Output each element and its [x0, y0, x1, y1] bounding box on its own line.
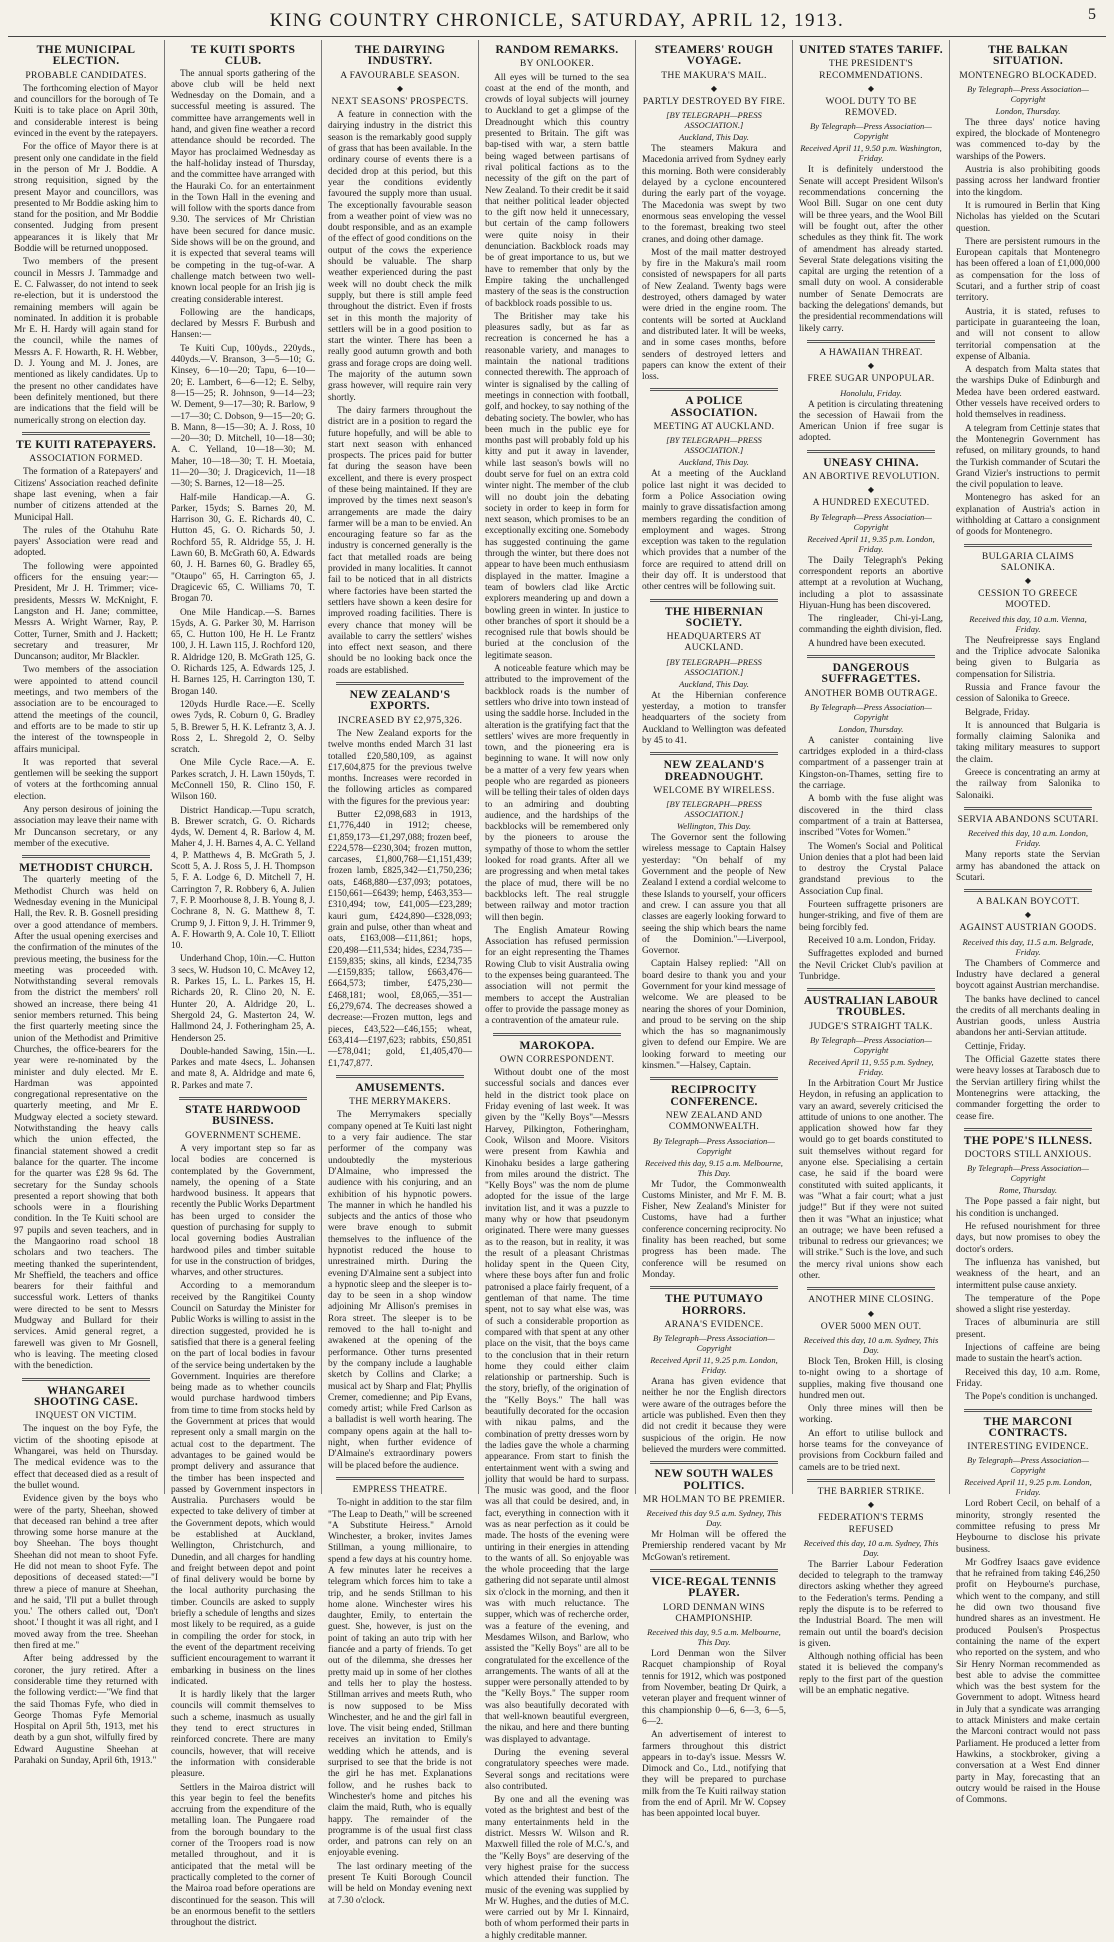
article-paragraph: One Mile Handicap.—S. Barnes 15yds, A. G. Parker 30, M. Harrison 65, C. Hutton 100, He H. Le Frantz 100, J. H. Lawn 115, J. Rochford 120, R. Aldridge 120, B. McGrath 125, G. O. Richards 125, A. Edwards 125, J. H. Barnes 125, H. Carrington 130, T. Brogan 140.: [171, 607, 315, 697]
ornament-divider: ◆: [867, 1308, 875, 1318]
wire-credit: By Telegraph—Press Association—Copyright: [653, 1333, 775, 1354]
article-subheading: ANOTHER MINE CLOSING.: [808, 1294, 934, 1306]
article-divider: [650, 1286, 778, 1289]
article: [799, 1486, 943, 1697]
article-divider: [650, 388, 778, 391]
article-paragraph: A feature in connection with the dairying industry in the district this season is the remarkably good supply of grass that has been available. In the ordinary course of events there is a decided drop at this period, but this year the conditions evidently favoured the supply more than usual. The exceptionally favourable season from a weather point of view was no doubt responsible, and as an example of the effect of good conditions on the output of the cows the experience should be valuable. The sharp weather experienced during the past week will no doubt check the milk supply, but there is still ample feed throughout the district. Even if frosts set in this month the majority of settlers will be in a good position to start the winter. There has been a really good autumn growth and both grass and forage crops are doing well. The majority of the autumn sown grass however, will require rain very shortly.: [328, 110, 472, 403]
article: [14, 439, 158, 850]
article-paragraph: Arana has given evidence that neither he nor the English directors were aware of the outrages before the article was published. Even then they did not credit it because they were suspicious of the origin. He now believed the murders were committed.: [642, 1377, 786, 1455]
article: [799, 995, 943, 1282]
wire-credit: By Telegraph—Press Association—Copyright: [810, 511, 932, 532]
article-paragraph: Received this day, 10 a.m. Rome, Friday.: [956, 1367, 1100, 1389]
article-paragraph: Any person desirous of joining the association may leave their name with Mr Duncanson secretary, or any member of the executive.: [14, 805, 158, 849]
article-paragraph: It is definitely understood the Senate will accept President Wilson's recommendations concerning the Wool Bill. Sugar on one cent duty will be three years, and the Wool Bill will be fought out, after the other schedules as they think fit. The work of amendment has already started. Several State delegations visiting the capital are urging the retention of a small duty on wool. A considerable number of Senate Democrats are backing the delegations' demands, but the presidential recommendations will likely carry.: [799, 165, 943, 334]
wire-credit: [BY TELEGRAPH—PRESS ASSOCIATION.]: [666, 435, 762, 456]
article-paragraph: To-night in addition to the star film "The Leap to Death," will be screened "A Substitute Heiress." Arnold Winchester, a broker, invites James Stillman, a young millionaire, to spend a few days at his country home. A few minutes later he receives a telegram which forces him to take a trip, and he sends Stillman to his home alone. Winchester wires his daughter, Emily, to entertain the guest. She, however, is just on the point of taking an auto trip with her fiancée and a party of friends. To get out of the dilemma, she dresses her pretty maid up in some of her clothes and tells her to play the hostess. Stillman arrives and meets Ruth, who is now supposed to be Miss Winchester, and he and the girl fall in love. The visit being ended, Stillman receives an invitation to Emily's wedding which he attends, and is surprised to see that the bride is not the girl he has met. Explanations follow, and he rushes back to Winchester's home and pitches his claim the maid, Ruth, who is equally happy. The remainder of the programme is of the usual first class order, and patrons can rely on an enjoyable evening.: [328, 1498, 472, 1859]
article: [642, 606, 786, 748]
article-divider: [22, 432, 150, 435]
column-6: [793, 40, 950, 1697]
article-paragraph: Traces of albuminuria are still present.: [956, 1318, 1100, 1340]
article-paragraph: For the office of Mayor there is at present only one candidate in the field in the person of Mr J. Boddie. A strong requisition, signed by the present Mayor and councillors, was presented to Mr Boddie asking him to stand for the position, and Mr Boddie consented. Judging from present appearances it is likely that Mr Boddie will be returned unopposed.: [14, 142, 158, 255]
article-headline: AMUSEMENTS.: [355, 1080, 445, 1094]
page-number: 5: [1088, 6, 1096, 23]
article: [956, 551, 1100, 802]
article-paragraph: The banks have declined to cancel the credits of all merchants dealing in Austrian goods, unless Austria abandons her anti-Servian attitude.: [956, 994, 1100, 1039]
article-subheading: INTERESTING EVIDENCE.: [967, 1441, 1089, 1453]
article-divider: [964, 889, 1092, 892]
article-paragraph: The quarterly meeting of the Methodist Church was held on Wednesday evening in the Municipal Hall, the Rev. R. B. Gosnell presiding over a good attendance of members. After the usual opening exercises and the confirmation of the minutes of the previous meeting, the business for the meeting was proceeded with. Notwithstanding several removals from the district the members' roll showed an increase, there being 41 senior members returned. This being the first quarterly meeting since the union of the Methodist and Primitive Churches, the office-bearers for the year were re-nominated by the minister and duly elected. Mr E. Hardman was appointed congregational representative on the quarterly meeting, and Mr E. Mudgway elected a society steward. Notwithstanding the heavy calls which the union effected, the financial statement showed a credit balance for the quarter. The income for the quarter was £28 9s 6d. The secretary for the Sunday schools presented a report showing that both schools were in a flourishing condition. In the Te Kuiti school are 97 pupils and seven teachers, and in the Mangaorino road school 18 scholars and two teachers. The meeting thanked the superintendent, Mr Sheffield, the teachers and office bearers for their faithful and successful work. Letters of thanks were directed to be sent to Messrs Mudgway and Bullard for their services. Amid general regret, a farewell was given to Mr Gosnell, who is leaving. The meeting closed with the benediction.: [14, 875, 158, 1372]
article-divider: [807, 988, 935, 991]
article-headline: STATE HARDWOOD BUSINESS.: [185, 1103, 301, 1128]
article-divider: [493, 1033, 621, 1036]
ornament-divider: ◆: [867, 83, 875, 93]
article: [328, 689, 472, 1070]
article-subheading: A HUNDRED EXECUTED.: [812, 497, 930, 509]
article-paragraph: Captain Halsey replied: "All on board desire to thank you and your Government for your kind message of welcome. We are pleased to be nearing the shores of your Dominion, and proud to be serving on the ship which the has so magnanimously given to defend our Empire. We are looking forward to meeting our kinsmen."—Halsey, Captain.: [642, 959, 786, 1072]
ornament-divider: ◆: [867, 485, 875, 495]
article-paragraph: It is announced that Bulgaria is formally claiming Salonika and taking military measures to support the claim.: [956, 720, 1100, 765]
article-paragraph: One Mile Cycle Race.—A. E. Parkes scratch, J. H. Lawn 150yds, T. McConnell 150, R. Clino 150, F. Wilson 160.: [171, 758, 315, 803]
article-paragraph: 120yds Hurdle Race.—E. Scelly owes 7yds, R. Coburn 0, G. Bradley 5, B. Brewer 5, H. K. Lefrantz 3, A. J. Ross 2, L. Shregold 2, O. Selby scratch.: [171, 699, 315, 756]
article-paragraph: Two members of the present council in Messrs J. Tammadge and E. C. Falwasser, do not intend to seek re-election, but it is understood the remaining members will again be nominated. In addition it is probable Mr E. H. Hardy will again stand for the council, while the names of Messrs A. F. Howarth, R. H. Webber, D. J. Young and M. J. Jones, are mentioned as likely candidates. Up to the present no other candidates have been definitely mentioned, but there are indications that the field will be numerically strong on election day.: [14, 257, 158, 426]
article-subheading: THE PRESIDENT'S RECOMMENDATIONS.: [819, 58, 923, 81]
column-7: [950, 40, 1106, 1806]
article-headline: RANDOM REMARKS.: [495, 43, 619, 56]
article-paragraph: There are persistent rumours in the European capitals that Montenegro has been offered a loan of £1,000,000 as compensation for the loss of Scutari, and a further strip of coast territory.: [956, 236, 1100, 304]
article-headline: NEW SOUTH WALES POLITICS.: [654, 1467, 774, 1492]
article: [328, 44, 472, 677]
article: [956, 1416, 1100, 1807]
article-subheading: WOOL DUTY TO BE REMOVED.: [825, 95, 917, 119]
article-headline: THE MUNICIPAL ELECTION.: [36, 43, 136, 68]
article: [485, 44, 629, 1028]
dateline: Received this day, 11.5 a.m. Belgrade, Friday.: [962, 936, 1094, 957]
article: [642, 1293, 786, 1456]
article: [328, 1484, 472, 1907]
article-subheading: A HAWAIIAN THREAT.: [819, 346, 923, 358]
article-headline: UNITED STATES TARIFF.: [799, 43, 943, 56]
article-paragraph: Two members of the association were appointed to attend council meetings, and two members of the association are to be encouraged to attend the meetings of the council, and efforts are to be made to stir up the interest of the townspeople in affairs municipal.: [14, 665, 158, 755]
article-paragraph: The inquest on the boy Fyfe, the victim of the shooting episode at Whangarei, was held on Thursday. The medical evidence was to the effect that deceased died as a result of the bullet wound.: [14, 1424, 158, 1491]
article-subheading: NEXT SEASONS' PROSPECTS.: [331, 95, 469, 107]
article-paragraph: The last ordinary meeting of the present Te Kuiti Borough Council will be held on Monday evening next at 7.30 o'clock.: [328, 1861, 472, 1906]
article-paragraph: After being addressed by the coroner, the jury retired. After a considerable time they returned with the following verdict:—"We find that the said Thomas Fyfe, who died in George Thomas Fyfe Memorial Hospital on April 5th, 1913, met his death by a gun shot, wilfully fired by Edward Augustine Sheehan at Parahaki on Sunday, April 6th, 1913.": [14, 1654, 158, 1767]
article-paragraph: Mr Tudor, the Commonwealth Customs Minister, and Mr F. M. B. Fisher, New Zealand's Minister for Customs, have had a further conference concerning reciprocity. No finality has been reached, but some progress has been made. The conference will be resumed on Monday.: [642, 1179, 786, 1280]
article-paragraph: Although nothing official has been stated it is believed the company's reply to the first part of the question will be an emphatic negative.: [799, 1652, 943, 1697]
dateline: Auckland, This Day.: [679, 457, 749, 468]
article-divider: [650, 752, 778, 755]
dateline: Received April 11, 9.25 p.m. London, Friday.: [964, 1477, 1092, 1498]
article-subheading: WELCOME BY WIRELESS.: [653, 784, 775, 796]
dateline: Received this day, 9.5 a.m. Melbourne, This Day.: [647, 1627, 781, 1648]
article-paragraph: The Governor sent the following wireless message to Captain Halsey yesterday: "On behalf of my Government and the people of New Zealand I extend a cordial welcome to these Islands to yourself, your officers and crew. I can assure you that all classes are eagerly looking forward to seeing the ship which bears the name of the Dominion."—Liverpool, Governor.: [642, 833, 786, 957]
article-headline: THE BALKAN SITUATION.: [988, 43, 1068, 68]
article-paragraph: The formation of a Ratepayers' and Citizens' Association reached definite shape last evening, when a fair number of citizens attended at the Municipal Hall.: [14, 467, 158, 523]
wire-credit: [BY TELEGRAPH—PRESS ASSOCIATION.]: [666, 656, 762, 677]
article: [171, 44, 315, 1092]
article-paragraph: The steamers Makura and Macedonia arrived from Sydney early this morning. Both were considerably delayed by a cyclone encountered during the early part of the voyage. The Macedonia was swept by two enormous seas enveloping the vessel to the foremast, breaking two steel cranes, and doing other damage.: [642, 144, 786, 245]
article-subheading: A FAVOURABLE SEASON.: [340, 69, 460, 81]
article-paragraph: The three days' notice having expired, the blockade of Montenegro was commenced to-day by the warships of the Powers.: [956, 117, 1100, 162]
dateline: Received April 11, 9.55 p.m. Sydney, Friday.: [808, 1057, 934, 1077]
article-divider: [22, 855, 150, 858]
article-subheading: AGAINST AUSTRIAN GOODS.: [959, 922, 1097, 934]
column-1: [8, 40, 165, 1767]
article-paragraph: The Women's Social and Political Union denies that a plot had been laid to destroy the Crystal Palace grandstand previous to the Association Cup final.: [799, 841, 943, 897]
article-divider: [336, 1075, 464, 1078]
article-subheading: CESSION TO GREECE MOOTED.: [978, 588, 1078, 611]
article-paragraph: Half-mile Handicap.—A. G. Parker, 15yds; S. Barnes 20, M. Harrison 30, G. E. Richards 40, C. Hutton 45, G. O. Richards 50, J. Rochford 55, R. Aldridge 55, J. H. Lawn 60, B. McGrath 60, A. Edwards 60, J. H. Barnes 60, G. Bradley 65, "Otaupo" 65, H. Carrington 65, J. Dragicevic 65, C. Williams 70, T. Brogan 70.: [171, 492, 315, 605]
article-paragraph: Evidence given by the boys who were of the party, Sheehan, showed that deceased ran behind a tree after throwing some horse manure at the boy Sheehan. The boys thought Sheehan did not mean to shoot Fyfe. He did not mean to shoot Fyfe. The depositions of deceased stated:—"I threw a piece of manure at Sheehan, and he said, 'I'll put a bullet through you.' The others called out, 'Don't shoot.' I thought it was all right, and I moved away from the tree. Sheehan then fired at me.": [14, 1494, 158, 1652]
article-paragraph: Only three mines will then be working.: [799, 1404, 943, 1426]
article-headline: NEW ZEALAND'S DREADNOUGHT.: [663, 758, 765, 783]
ornament-divider: ◆: [396, 83, 404, 93]
article-paragraph: Many reports state the Servian army has abandoned the attack on Scutari.: [956, 850, 1100, 883]
article-divider: [179, 1097, 307, 1100]
article: [799, 457, 943, 650]
article-paragraph: He refused nourishment for three days, but now promises to obey the doctor's orders.: [956, 1222, 1100, 1255]
article-subheading: MR HOLMAN TO BE PREMIER.: [642, 1493, 786, 1505]
article-paragraph: A noticeable feature which may be attributed to the improvement of the backblock roads is the number of settlers who drive into town instead of using the saddle horse. Included in the alteration is the gratifying fact that the settlers' wives are more frequently in town, and the pioneering era is beginning to wane. It will now only be a matter of a very few years when people who are regarded as pioneers will be telling their tales of olden days to an admiring and doubting audience, and the hardships of the backblocks will be remembered only by the pioneers to arouse the sympathy of those to whom the settler looked for road grants. After all we are progressing and when metal takes the place of mud, there will be no backblocks left. The real struggle between railway and motor traction will then begin.: [485, 664, 629, 923]
article-paragraph: The rules of the Otahuhu Rate payers' Association were read and adopted.: [14, 525, 158, 559]
article-subheading: A BALKAN BOYCOTT.: [976, 896, 1080, 908]
article-subheading: MONTENEGRO BLOCKADED.: [959, 69, 1097, 81]
article-paragraph: The influenza has vanished, but weakness of the heart, and an intermittent pulse cause anxiety.: [956, 1257, 1100, 1291]
article-paragraph: Without doubt one of the most successful socials and dances ever held in the district took place on Friday evening of last week. It was given by the "Kelly Boys"—Messrs Harvey, Pilkington, Fotheringham, Cook, Wilson and Moore. Visitors were present from Kawhia and Kinohaku besides a large gathering from miles around the district. The "Kelly Boys" was the nom de plume adopted for the issue of the large invitation list, and it was a puzzle to many why or how that pseudonym originated. There were many guesses as to the reason, but in reality, it was the result of a pleasant Christmas holiday spent in the Queen City, where these boys after fun and frolic patronised a place fairly frequent, of a gentleman of that name. The time spent, not to say what else was, was of such a considerable proportion as compared with that spent at any other place on the visit, that the boys came to the conclusion that in their return home they could either claim relationship or partnership. Such is the story, briefly, of the origination of the "Kelly Boys." The hall was beautifully decorated for the occasion with nikau palms, and the combination of pretty dresses worn by the ladies gave the whole a charming appearance. From start to finish the entertainment went with a swing and jollity that would be hard to surpass. The music was good, and the floor was all that could be desired, and, in fact, everything in connection with it was as near perfection as it could be made. The hosts of the evening were untiring in their energies in attending to the wants of all. So enjoyable was the whole proceeding that the large gathering did not separate until almost six o'clock in the morning, and then it was with much reluctance. The supper, which was of recherche order, was a feature of the evening, and Mesdames Wilson, and Barlow, who assisted the "Kelly Boys" are all to be congratulated for the excellence of the arrangements. The wants of all at the supper were personally attended to by the "Kelly Boys." The supper room was also beautifully decorated with that well-known beautiful evergreen, the nikau, and here and there bunting was displayed to advantage.: [485, 1068, 629, 1745]
article-paragraph: Settlers in the Mairoa district will this year begin to feel the benefits accruing from the expenditure of the metalling loan. The Pungaere road from the borough boundary to the corner of the Troopers road is now metalled throughout, and it is anticipated that the metal will be practically completed to the corner of the Mairoa road before operations are discontinued for the season. This will be an enormous benefit to the settlers throughout the district.: [171, 1782, 315, 1929]
article-paragraph: During the evening several congratulatory speeches were made. Several songs and recitations were also contributed.: [485, 1747, 629, 1792]
article-divider: [650, 1077, 778, 1080]
article-subheading: DOCTORS STILL ANXIOUS.: [964, 1149, 1092, 1161]
article-paragraph: A canister containing live cartridges exploded in a third-class compartment of a passenger train at Kingston-on-Thames, setting fire to the carriage.: [799, 735, 943, 792]
article-paragraph: In the Arbitration Court Mr Justice Heydon, in refusing an application to vary an award, severely criticised the attitude of unions to one another. The application showed how far they would go to get boards constituted to suit themselves without regard for anyone else. Specialising a certain case, he said if the board were constituted with suited applicants, it was "What a fair court; what a just judge!" But if they were not suited then it was "What an injustice; what an outrage; we have been refused a tribunal to redress our grievances; we will strike." Such is the love, and such the mercy rival unions show each other.: [799, 1079, 943, 1282]
dateline: London, Thursday.: [995, 105, 1061, 116]
article: [328, 1082, 472, 1472]
article-paragraph: District Handicap.—Tupu scratch, B. Brewer scratch, G. O. Richards 4yds, W. Dement 4, R. Barlow 4, M. Maher 4, J. H. Barnes 4, A. C. Yelland 4, P. Matthews 4, B. McGrath 5, J. Scott 5, A. J. Ross 5, J. H. Thompson 5, F. A. Lodge 6, D. Mitchell 7, H. Carrington 7, R. Robbery 6, A. Julien 7, F. P. Moorhouse 8, J. B. Young 8, J. Cochrane 8, N. G. Matthew 8, T. Crump 9, J. Fitton 9, J. H. Trimmer 9, A. F. Howarth 9, A. Cole 10, T. Elliott 10.: [171, 805, 316, 952]
article-paragraph: A petition is circulating threatening the secession of Hawaii from the American Union if free sugar is adopted.: [799, 399, 943, 444]
article-paragraph: Butter £2,098,683 in 1913, £1,776,440 in 1912; cheese, £1,859,173—£1,297,088; frozen beef, £224,578—£230,304; frozen mutton, carcases, £1,800,768—£1,151,439; frozen lamb, £825,342—£1,750,236; oats, £468,880—£37,093; potatoes, £150,661—£6439; hemp, £463,353—£310,494; tow, £41,005—£23,289; kauri gum, £424,890—£328,093; grain and pulse, other than wheat and oats, £163,008—£11,861; hops, £20,498—£11,534; hides, £234,735—£159,835; skins, all kinds, £234,735—£159,835; tallow, £663,476—£664,573; timber, £475,230—£468,181; wool, £8,065,—351—£6,279,674. The decreases showed a decrease:—Frozen mutton, legs and pieces, £43,522—£46,155; wheat, £63,414—£197,623; rabbits, £50,851—£78,041; gold, £1,405,470—£1,747,877.: [328, 810, 472, 1069]
article-subheading: BULGARIA CLAIMS SALONIKA.: [981, 550, 1075, 573]
article: [642, 1576, 786, 1821]
article-divider: [964, 544, 1092, 547]
newspaper-title: KING COUNTRY CHRONICLE, SATURDAY, APRIL 12, 1913.: [269, 10, 845, 31]
article-paragraph: Austria, it is stated, refuses to participate in guaranteeing the loan, and will not consent to allow territorial compensation at the expense of Albania.: [956, 306, 1100, 362]
article-paragraph: Double-handed Sawing, 15in.—L. Parkes and mate 4secs, L. Johansen and mate 8, A. Aldridge and mate 6, R. Parkes and mate 7.: [171, 1046, 315, 1091]
column-5: [636, 40, 793, 1820]
article-subheading: BY ONLOOKER.: [519, 58, 595, 70]
article-subheading: HEADQUARTERS AT AUCKLAND.: [666, 631, 762, 654]
article-headline: DANGEROUS SUFFRAGETTES.: [821, 660, 921, 686]
article-paragraph: The following were appointed officers for the ensuing year:—President, Mr J. H. Trimmer; vice-presidents, Messrs W. McKnight, F. Langston and H. Jane; committee, Messrs A. Wright Warner, Ray, P. Cotter, Turner, Smith and J. Hackett; secretary and treasurer, Mr Duncanson; auditor, Mr Blackler.: [14, 561, 158, 663]
article-paragraph: It was reported that several gentlemen will be seeking the support of voters at the forthcoming annual election.: [14, 757, 158, 802]
article-headline: WHANGAREI SHOOTING CASE.: [33, 1383, 139, 1408]
dateline: Received this day 9.5 a.m. Sydney, This Day.: [646, 1508, 782, 1529]
article-headline: METHODIST CHURCH.: [19, 861, 153, 875]
article-subheading: ANOTHER BOMB OUTRAGE.: [804, 687, 938, 699]
article-headline: VICE-REGAL TENNIS PLAYER.: [651, 1574, 777, 1600]
article: [14, 862, 158, 1372]
wire-credit: By Telegraph—Press Association—Copyright: [810, 1035, 932, 1055]
ornament-divider: ◆: [1024, 910, 1032, 920]
dateline: Received this day, 10 a.m. Sydney, This Day.: [803, 1334, 939, 1355]
article-paragraph: A very important step so far as local bodies are concerned is contemplated by the Government, namely, the opening of a State hardwood business. It appears that recently the Public Works Department has been urged to consider the question of purchasing for supply to local governing bodies Australian hardwood piles and timber suitable for use in the construction of bridges, wharves, and other structures.: [171, 1143, 315, 1279]
article-headline: UNEASY CHINA.: [823, 455, 919, 469]
dateline: Rome, Thursday.: [998, 1185, 1057, 1196]
article-headline: AUSTRALIAN LABOUR TROUBLES.: [803, 994, 939, 1019]
article-paragraph: Russia and France favour the cession of Salonika to Greece.: [956, 682, 1100, 705]
article-divider: [964, 1128, 1092, 1131]
article-paragraph: By one and all the evening was voted as the brightest and best of the many entertainments held in the district. Messrs W. Wilson and R. Maxwell filled the role of M.C.'s, and the "Kelly Boys" are deserving of the very highest praise for the success which attended their function. The music of the evening was supplied by Mr W. Hughes, and the duties of M.C. were carried out by Mr I. Kinnaird, both of whom performed their parts in a highly creditable manner.: [485, 1795, 629, 1941]
article: [171, 1104, 315, 1929]
article: [956, 896, 1100, 1123]
article-paragraph: All eyes will be turned to the sea coast at the end of the month, and crowds of loyal subjects will journey to Auckland to get a glimpse of the Dreadnought which this country presented to Britain. The gift was bap-tised with war, a stern battle being waged between partisans of rival political factions as to the necessity of the gift on the part of New Zealand. To their credit be it said that neither political leader objected to the gift now held it unnecessary, but certain of the camp followers were quite noisy in their denunciation. Backblock roads may be of great importance to us, but we have to remember that only by the Empire taking the unchallenged mastery of the seas is the construction of backblock roads possible to us.: [485, 72, 629, 309]
dateline: Received April 11, 9.25 p.m. London, Friday.: [650, 1355, 778, 1376]
article-paragraph: Greece is concentrating an army at the railway from Salonika to Salonaiki.: [956, 768, 1100, 801]
article-divider: [964, 1409, 1092, 1412]
article: [14, 44, 158, 427]
article: [956, 814, 1100, 884]
article-divider: [336, 682, 464, 685]
ornament-divider: ◆: [1024, 576, 1032, 586]
article-paragraph: Fourteen suffragette prisoners are hunger-striking, and five of them are being forcibly fed.: [799, 900, 943, 933]
article-headline: MAROKOPA.: [519, 1038, 595, 1052]
article-paragraph: Mr Godfrey Isaacs gave evidence that he refrained from taking £46,250 profit on Heybourne's purchase, which went to the company, and still he did own two thousand five hundred shares as an investment. He produced Poulsen's Prospectus containing the name of the expert who reported on the system, and who Sir Henry Norman recommended as best able to advise the committee which was the best system for the Government to adopt. Witness heard in July that a syndicate was arranging to attack Ministers and make certain the Marconi contract would not pass Parliament. He produced a letter from Hawkins, a stockbroker, giving a conversation at a West End dinner party in May, forecasting that an outcry would be raised in the House of Commons.: [956, 1557, 1100, 1806]
article-paragraph: The ringleader, Chi-yi-Lang, commanding the eighth division, fled.: [799, 614, 943, 636]
article-headline: THE DAIRYING INDUSTRY.: [354, 43, 446, 68]
article: [799, 44, 943, 335]
article: [642, 395, 786, 593]
column-4: [479, 40, 636, 1941]
wire-credit: By Telegraph—Press Association—Copyright: [967, 1163, 1089, 1184]
article-subheading: FREE SUGAR UNPOPULAR.: [807, 373, 935, 385]
article-subheading: ARANA'S EVIDENCE.: [664, 1318, 764, 1330]
article-paragraph: Following are the handicaps, declared by Messrs F. Burbush and Hansen:—: [171, 307, 315, 341]
article-subheading: INCREASED BY £2,975,326.: [337, 714, 463, 726]
article-paragraph: The dairy farmers throughout the district are in a position to regard the future hopefully, and will be able to start next season with enhanced prospects. The prices paid for butter fat during the season have been excellent, and there is every prospect of these being maintained. If they are improved by the times next season's arrangements are made the dairy farmer will be a man to be envied. An encouraging feature so far as the industry is concerned generally is the fact that metalled roads are being provided in many localities. It cannot fail to be noticed that in all districts where factories have been started the settlers have shown a keen desire for improved roading facilities. There is every chance that money will be available to carry the settlers' wishes into effect next season, and there should be no looking back once the roads are established.: [328, 405, 472, 676]
wire-credit: By Telegraph—Press Association—Copyright: [810, 701, 932, 722]
article: [642, 759, 786, 1072]
article-paragraph: The Pope's condition is unchanged.: [965, 1392, 1098, 1403]
article-paragraph: Lord Denman won the Silver Racquet championship of Royal tennis for 1912, which was postponed from November, beating Dr Quirk, a veteran player and frequent winner of this championship 0—6, 6—3, 6—5, 6—2.: [642, 1649, 786, 1727]
article-paragraph: Cettinje, Friday.: [965, 1041, 1026, 1052]
article-paragraph: The Chambers of Commerce and Industry have declared a general boycott against Austrian merchandise.: [956, 958, 1100, 992]
article-subheading: EMPRESS THEATRE.: [352, 1483, 448, 1495]
article-paragraph: A despatch from Malta states that the warships Duke of Edinburgh and Medea have been ordered eastward. Other vessels have received orders to hold themselves in readiness.: [956, 365, 1100, 421]
article: [956, 44, 1100, 539]
article-paragraph: Suffragettes exploded and burned the Nevil Cricket Club's pavilion at Tunbridge.: [799, 949, 943, 982]
article-subheading: OVER 5000 MEN OUT.: [820, 1320, 922, 1332]
article-divider: [964, 807, 1092, 810]
article-paragraph: It is hardly likely that the larger councils will commit themselves to such a scheme, inasmuch as usually they tend to erect structures in reinforced concrete. There are many councils, however, that will receive the information with considerable pleasure.: [171, 1690, 315, 1780]
article-paragraph: Austria is also prohibiting goods passing across her landward frontier into the kingdom.: [956, 165, 1100, 198]
article-paragraph: The temperature of the Pope showed a slight rise yesterday.: [956, 1293, 1100, 1316]
article-headline: THE HIBERNIAN SOCIETY.: [664, 604, 764, 629]
article: [14, 1385, 158, 1768]
article-subheading: PROBABLE CANDIDATES.: [25, 69, 147, 81]
article-headline: TE KUITI SPORTS CLUB.: [190, 43, 296, 68]
article-paragraph: Te Kuiti Cup, 100yds., 220yds., 440yds.—V. Branson, 3—5—10; G. Kinsey, 6—10—20; Tapu, 6—10—20; E. Lambert, 6—6—12; E. Selby, 8—15—25; R. Johnson, 9—14—23; W. Dement, 9—17—30; R. Barlow, 9—17—30; C. Dobson, 9—15—20; G. B. Mann, 8—15—30; A. J. Ross, 10—20—30; D. Mitchell, 10—18—30; A. C. Yelland, 10—18—30; M. Maher, 10—18—30; T. H. Moetaia, 11—20—30; J. Dragicevich, 11—18—30; S. Barnes, 12—18—25.: [171, 343, 315, 490]
article-divider: [807, 1287, 935, 1290]
article-divider: [807, 1479, 935, 1482]
article-subheading: THE BARRIER STRIKE.: [817, 1485, 925, 1497]
newspaper-columns: [8, 40, 1106, 1941]
wire-credit: [BY TELEGRAPH—PRESS ASSOCIATION.]: [666, 799, 762, 820]
article-paragraph: Block Ten, Broken Hill, is closing to-night owing to a shortage of supplies, making five thousand one hundred men out.: [799, 1356, 943, 1401]
dateline: Auckland, This Day.: [679, 132, 749, 143]
article: [642, 44, 786, 383]
article-paragraph: Most of the mail matter destroyed by fire in the Makura's mail room consisted of newspapers for all parts of New Zealand. Twenty bags were destroyed, others damaged by water were dried in the engine room. The contents will be sorted at Auckland and distributed later. It will be weeks, and in some cases months, before senders of destroyed letters and papers can know the extent of their loss.: [642, 247, 786, 383]
dateline: Received April 11, 9.35 p.m. London, Friday.: [807, 533, 935, 554]
article-paragraph: It is rumoured in Berlin that King Nicholas has yielded on the Scutari question.: [956, 200, 1100, 234]
article-headline: A POLICE ASSOCIATION.: [670, 394, 758, 419]
article-paragraph: The English Amateur Rowing Association has refused permission for an eight representing the Thames Rowing Club to visit Australia owing to the expenses being guaranteed. The association will not permit the members to accept the Australian offer to provide the passage money as a contravention of the amateur rule.: [485, 925, 629, 1027]
article-paragraph: The New Zealand exports for the twelve months ended March 31 last totalled £20,580,109, as against £17,604,875 for the previous twelve months. Increases were recorded in the following articles as compared with the figures for the previous year:: [328, 728, 472, 807]
article-headline: RECIPROCITY CONFERENCE.: [670, 1083, 758, 1108]
article-subheading: JUDGE'S STRAIGHT TALK.: [809, 1020, 933, 1032]
article-subheading: MEETING AT AUCKLAND.: [653, 421, 775, 433]
article-paragraph: The Neufreipresse says England and the Triplice advocate Salonika being given to Bulgaria as compensation for Silistria.: [956, 635, 1100, 680]
article-divider: [807, 655, 935, 658]
column-3: [322, 40, 479, 1906]
article-headline: THE PUTUMAYO HORRORS.: [664, 1292, 764, 1317]
article-subheading: THE MERRYMAKERS.: [349, 1096, 451, 1108]
article-subheading: GOVERNMENT SCHEME.: [184, 1129, 302, 1141]
article: [799, 662, 943, 983]
dateline: Received this day, 10 a.m. Vienna, Friday.: [969, 613, 1087, 634]
article-paragraph: A bomb with the fuse alight was discovered in the third class compartment of a train at Battersea, inscribed "Votes for Women.": [799, 794, 943, 839]
article: [642, 1084, 786, 1281]
article-subheading: LORD DENMAN WINS CHAMPIONSHIP.: [662, 1601, 766, 1624]
article-paragraph: The annual sports gathering of the above club will be held next Wednesday on the Domain, and a successful meeting is assured. The committee have arrangements well in hand, and given fine weather a record attendance should be recorded. The Mayor has proclaimed Wednesday as the half-holiday instead of Thursday, and the committee have arranged with the Hauraki Co. for an entertainment in the Town Hall in the evening and will follow with the sports dance from 9.30. The services of Mr Christian have been secured for dance music. Side shows will be on the ground, and it is expected that several teams will be competing in the tug-of-war. A challenge match between two well-known local people for an Irish jig is creating considerable interest.: [171, 68, 315, 305]
article-paragraph: At a meeting of the Auckland police last night it was decided to form a Police Association owing mainly to grave dissatisfaction among members regarding the condition of employment and wages. Strong exception was taken to the regulation which provides that a number of the force are required to attend drill on their day off. It is understood that other centres will be following suit.: [642, 469, 786, 593]
dateline: Received this day, 10 a.m. Sydney, This Day.: [803, 1537, 939, 1558]
article-paragraph: The Barrier Labour Federation decided to telegraph to the tramway directors asking whether they agreed to the Federation's terms. Pending a reply the dispute is to be referred to the Industrial Board. The men will remain out until the board's decision is given.: [799, 1559, 943, 1649]
article-paragraph: A hundred have been executed.: [808, 638, 926, 649]
article-divider: [807, 340, 935, 343]
article: [485, 1040, 629, 1942]
article-subheading: ASSOCIATION FORMED.: [29, 453, 143, 465]
article-subheading: PARTLY DESTROYED BY FIRE.: [642, 95, 786, 107]
ornament-divider: ◆: [710, 83, 718, 93]
ornament-divider: ◆: [867, 361, 875, 371]
wire-credit: [BY TELEGRAPH—PRESS ASSOCIATION.]: [666, 110, 762, 131]
article-paragraph: The Pope passed a fair night, but his condition is unchanged.: [956, 1197, 1100, 1219]
article-divider: [650, 1569, 778, 1572]
dateline: Received this day, 10 a.m. London, Friday.: [967, 828, 1089, 849]
article: [956, 1135, 1100, 1404]
article-subheading: THE MAKURA'S MAIL.: [661, 69, 767, 81]
article: [642, 1468, 786, 1564]
article-divider: [650, 1461, 778, 1464]
article-paragraph: An effort to utilise bullock and horse teams for the conveyance of provisions from Cockburn failed and camels are to be tried next.: [799, 1428, 943, 1473]
article-paragraph: At the Hibernian conference yesterday, a motion to transfer headquarters of the society from Auckland to Wellington was defeated by 45 to 41.: [642, 690, 786, 746]
article-subheading: SERVIA ABANDONS SCUTARI.: [957, 813, 1099, 825]
article-paragraph: According to a memorandum received by the Rangitikei County Council on Saturday the Minister for Public Works is willing to assist in the direction suggested, provided he is satisfied that there is a general feeling on the part of local bodies in favour of the service being undertaken by the Government. Inquiries are therefore being made as to whether councils would purchase hardwood timbers from time to time from stocks held by the Government at prices that would represent only a small margin on the actual cost to the department. The advantages to be gained would be prompt delivery and assurance that the timber has been inspected and passed by Government inspectors in Australia. Purchasers would be expected to take delivery of timber at the Government depots, which would be established at Auckland, Wellington, Christchurch, and Dunedin, and all charges for handling and freight between depot and point of final delivery would be borne by the local authority purchasing the timber. Councils are asked to supply briefly a schedule of lengths and sizes most likely to be required, as a guide in compiling the order for stock, in the event of the department receiving sufficient encouragement to warrant it embarking in business on the lines indicated.: [171, 1281, 315, 1687]
dateline: Wellington, This Day.: [676, 821, 752, 832]
article-paragraph: Lord Robert Cecil, on behalf of a minority, strongly resented the committee refusing to press Mr Heybourne to disclose his private business.: [956, 1499, 1100, 1555]
wire-credit: By Telegraph—Press Association—Copyright: [653, 1135, 775, 1156]
wire-credit: By Telegraph—Press Association—Copyright: [810, 121, 932, 142]
article-paragraph: Underhand Chop, 10in.—C. Hutton 3 secs, W. Hudson 10, C. McAvey 12, R. Parkes 15, L. L. Parkes 15, H. Richards 20, R. Clino 20, N. E. Hunter 20, A. Aldridge 20, L. Shergold 24, G. Masterton 24, W. Hallmond 24, J. Fotheringham 25, A. Henderson 25.: [171, 954, 315, 1044]
dateline: Auckland, This Day.: [679, 678, 749, 689]
wire-credit: By Telegraph—Press Association—Copyright: [967, 83, 1089, 104]
article-paragraph: Mr Holman will be offered the Premiership rendered vacant by Mr McGowan's retirement.: [642, 1530, 786, 1563]
article-paragraph: Received 10 a.m. London, Friday.: [808, 935, 936, 946]
article-paragraph: Montenegro has asked for an explanation of Austria's action in withholding at Cattaro a consignment of goods for Montenegro.: [956, 493, 1100, 538]
article-paragraph: The Official Gazette states there were heavy losses at Tarabosch due to the Servian artillery firing whilst the Montenegrins were attacking, the commander forgetting the order to cease fire.: [956, 1055, 1100, 1122]
article-divider: [22, 1378, 150, 1381]
article-paragraph: The Britisher may take his pleasures sadly, but as far as recreation is concerned he has a reasonable variety, and manages to maintain the national traditions connected therewith. The approach of winter is signalised by the calling of meetings in connection with football, golf, and hockey, to say nothing of the debating society. The bowler, who has been much in the public eye for months past will probably fold up his kitty and put it away in lavender, while last season's bowls will no doubt serve for fuel on an extra cold winter night. The member of the club will no doubt join the debating society in order to keep in form for next season, which promises to be an exceptionally exciting one. Somebody has suggested continuing the game through the winter, but there does not appear to have been much enthusiasm displayed in the matter. Imagine a team of bowlers clad like Arctic explorers meandering up and down a bowling green in winter. In justice to other branches of sport it should be a recognised rule that bowls should be buried at the conclusion of the legitimate season.: [485, 311, 629, 661]
article: [799, 347, 943, 445]
article-headline: THE POPE'S ILLNESS.: [963, 1133, 1093, 1147]
article-subheading: FEDERATION'S TERMS REFUSED: [818, 1512, 924, 1535]
article-divider: [807, 450, 935, 453]
article-paragraph: The forthcoming election of Mayor and councillors for the borough of Te Kuiti is to take place on April 30th, and considerable interest is being evinced in the event by the ratepayers.: [14, 83, 158, 140]
ornament-divider: ◆: [867, 1500, 875, 1510]
article-subheading: INQUEST ON VICTIM.: [35, 1410, 137, 1422]
article: [799, 1294, 943, 1474]
dateline: Received this day, 9.15 a.m. Melbourne, This Day.: [645, 1157, 783, 1178]
masthead: [0, 0, 1114, 34]
article-headline: THE MARCONI CONTRACTS.: [983, 1414, 1073, 1439]
article-paragraph: The Merrymakers specially company opened at Te Kuiti last night to a very fair audience. The star performer of the company was undoubtedly the mysterious D'Almaine, who impressed the audience with his conjuring, and an exhibition of his hypnotic powers. The manner in which he handled his subjects and the antics of those who were brave enough to submit themselves to the influence of the hypnotist reduced the house to unrestrained mirth. During the evening D'Almaine sent a subject into a hypnotic sleep and the sleeper is to-day to be seen in a shop window adjoining Mr Allison's premises in Rora street. The sleeper is to be removed to the hall to-night and awakened at the opening of the performance. Other turns presented by the company include a laughable sketch by Collins and Clarke; a musical act by Sharp and Flat; Phyllis Cremer, comedienne; and Pip Evans, comedy artist; while Fred Carlson as a balladist is well worth hearing. The company opens again at the hall to-night, when further evidence of D'Almaine's extraordinary powers will be placed before the audience.: [328, 1110, 472, 1471]
article-paragraph: Belgrade, Friday.: [965, 707, 1030, 718]
article-divider: [336, 1477, 464, 1480]
masthead-rule: [8, 36, 1106, 37]
article-divider: [650, 599, 778, 602]
article-subheading: NEW ZEALAND AND COMMONWEALTH.: [665, 1109, 763, 1133]
article-headline: NEW ZEALAND'S EXPORTS.: [349, 688, 451, 713]
article-headline: STEAMERS' ROUGH VOYAGE.: [654, 43, 774, 68]
column-2: [165, 40, 322, 1929]
wire-credit: By Telegraph—Press Association—Copyright: [967, 1455, 1089, 1476]
dateline: Honolulu, Friday.: [840, 387, 902, 398]
dateline: Received April 11, 9.50 p.m. Washington, Friday.: [800, 143, 942, 164]
dateline: London, Thursday.: [838, 723, 904, 734]
article-paragraph: Injections of caffeine are being made to sustain the heart's action.: [956, 1343, 1100, 1365]
article-paragraph: A telegram from Cettinje states that the Montenegrin Government has refused, on military grounds, to hand the Turkish commander of Scutari the Grand Vizier's instructions to permit the civil population to leave.: [956, 423, 1100, 491]
article-paragraph: An advertisement of interest to farmers throughout this district appears in to-day's issue. Messrs W. Dimock and Co., Ltd., notifying that they will be prepared to purchase milk from the Te Kuiti railway station from the end of April. Mr W. Copsey has been appointed local buyer.: [642, 1730, 786, 1820]
article-subheading: OWN CORRESPONDENT.: [499, 1053, 615, 1065]
article-subheading: AN ABORTIVE REVOLUTION.: [802, 471, 940, 483]
article-headline: TE KUITI RATEPAYERS.: [15, 437, 157, 451]
article-paragraph: The Daily Telegraph's Peking correspondent reports an abortive attempt at a revolution at Wuchang, including a plot to assassinate Hiyuan-Hung has been discovered.: [799, 555, 943, 611]
